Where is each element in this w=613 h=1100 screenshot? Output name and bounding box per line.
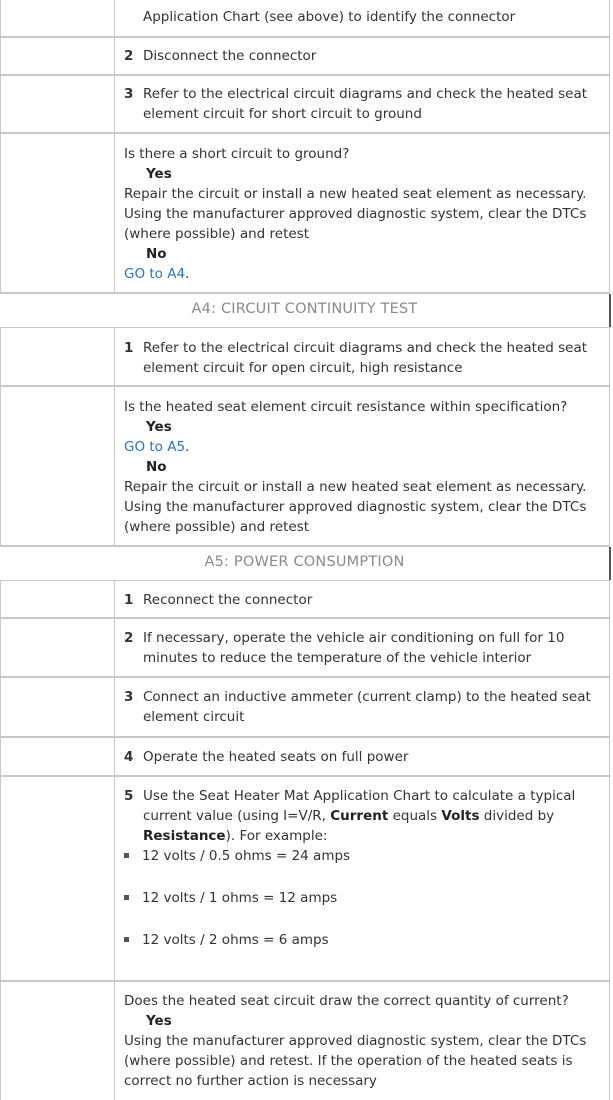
a5-step-3-row — [0, 678, 610, 738]
step-3 — [124, 687, 601, 727]
go-to-a5-link[interactable]: GO to A5 — [124, 439, 186, 455]
bullet-icon — [124, 895, 129, 900]
row-right-cell — [115, 387, 610, 545]
question-block — [124, 397, 605, 537]
step-text — [143, 788, 575, 844]
question-text: Does the heated seat circuit draw the correct quantity of current? — [124, 993, 569, 1009]
step-text-c: divided by — [479, 808, 555, 824]
step-2 — [124, 46, 601, 66]
step-text: If necessary, operate the vehicle air conditioning on full for 10 minutes to reduce the temperature of the vehicle interior — [143, 630, 565, 666]
row-right-cell — [115, 0, 610, 36]
section-heading-a4 — [0, 294, 611, 327]
row-right-cell — [115, 738, 610, 775]
a3-step-3-row — [0, 76, 610, 134]
question-block — [124, 991, 605, 1091]
yes-action — [124, 437, 605, 457]
a5-step-2-row — [0, 619, 610, 678]
example-item — [123, 930, 329, 950]
step-text-b: equals — [388, 808, 442, 824]
step-3 — [124, 84, 601, 124]
a3-step-continued-row — [0, 0, 610, 38]
go-to-a4-link[interactable]: GO to A4 — [124, 266, 186, 282]
no-label: No — [146, 459, 167, 475]
yes-action-2: Using the manufacturer approved diagnostic system, clear the DTCs (where possible) and retest — [124, 206, 587, 242]
step-1 — [124, 590, 601, 610]
a3-step-2-row — [0, 38, 610, 76]
step-text-a: Use the Seat Heater Mat Application Chart to calculate a typical current value (using I=V/R, — [143, 788, 576, 824]
step-number: 1 — [124, 592, 134, 608]
resistance-term: Resistance — [143, 828, 226, 844]
row-right-cell — [115, 777, 610, 980]
row-left-cell — [0, 387, 115, 545]
step-text: Connect an inductive ammeter (current clamp) to the heated seat element circuit — [143, 689, 591, 725]
step-number: 4 — [124, 749, 134, 765]
section-heading-a5 — [0, 547, 611, 580]
step-text: Operate the heated seats on full power — [143, 749, 409, 765]
yes-action: Using the manufacturer approved diagnostic system, clear the DTCs (where possible) and retest. If the operation of the heated seats is correct no further action is necessary — [124, 1033, 587, 1089]
current-term: Current — [330, 808, 389, 824]
row-right-cell — [115, 580, 610, 617]
example-text: 12 volts / 2 ohms = 6 amps — [142, 932, 329, 948]
step-text-d: ). For example: — [225, 828, 328, 844]
step-text: Reconnect the connector — [143, 592, 313, 608]
step-number: 3 — [124, 86, 134, 102]
row-right-cell — [115, 327, 610, 385]
row-left-cell — [0, 38, 115, 74]
question-text: Is the heated seat element circuit resistance within specification? — [124, 399, 568, 415]
yes-action-1: Repair the circuit or install a new heated seat element as necessary. — [124, 186, 587, 202]
a5-step-1-row — [0, 580, 610, 619]
row-left-cell — [0, 134, 115, 292]
row-left-cell — [0, 76, 115, 132]
step-5 — [124, 786, 601, 846]
row-left-cell — [0, 0, 115, 36]
bullet-icon — [124, 853, 129, 858]
example-item — [123, 846, 350, 866]
row-right-cell — [115, 678, 610, 736]
step-text: Refer to the electrical circuit diagrams and check the heated seat element circuit for open circuit, high resistance — [143, 340, 588, 376]
row-left-cell — [0, 738, 115, 775]
yes-label: Yes — [146, 166, 172, 182]
a5-step-5-row — [0, 777, 610, 982]
example-text: 12 volts / 1 ohms = 12 amps — [142, 890, 338, 906]
step-number: 2 — [124, 630, 134, 646]
step-number: 5 — [124, 788, 134, 804]
row-left-cell — [0, 580, 115, 617]
row-left-cell — [0, 982, 115, 1100]
yes-label: Yes — [146, 419, 172, 435]
row-left-cell — [0, 678, 115, 736]
heading-text: A4: CIRCUIT CONTINUITY TEST — [191, 301, 418, 317]
step-number: 1 — [124, 340, 134, 356]
heading-text: A5: POWER CONSUMPTION — [204, 554, 405, 570]
step-4 — [124, 747, 601, 767]
a3-question-row — [0, 134, 610, 294]
question-block — [124, 144, 605, 284]
a5-step-4-row — [0, 738, 610, 777]
row-right-cell — [115, 134, 610, 292]
a4-step-1-row — [0, 327, 610, 387]
link-suffix: . — [185, 266, 190, 282]
step-text: Refer to the electrical circuit diagrams and check the heated seat element circuit for short circuit to ground — [143, 86, 588, 122]
link-suffix: . — [185, 439, 190, 455]
no-action-1: Repair the circuit or install a new heated seat element as necessary. — [124, 479, 587, 495]
no-label: No — [146, 246, 167, 262]
yes-label: Yes — [146, 1013, 172, 1029]
step-2 — [124, 628, 601, 668]
no-action-2: Using the manufacturer approved diagnostic system, clear the DTCs (where possible) and retest — [124, 499, 587, 535]
volts-term: Volts — [441, 808, 480, 824]
row-right-cell — [115, 76, 610, 132]
a4-question-row — [0, 387, 610, 547]
question-text: Is there a short circuit to ground? — [124, 146, 350, 162]
step-number: 2 — [124, 48, 134, 64]
row-left-cell — [0, 619, 115, 676]
step-number: 3 — [124, 689, 134, 705]
step-text: Application Chart (see above) to identify the connector — [143, 9, 516, 25]
no-action — [124, 264, 605, 284]
example-item — [123, 888, 337, 908]
row-right-cell — [115, 619, 610, 676]
a5-question-row — [0, 982, 610, 1100]
step-1 — [124, 338, 601, 378]
example-text: 12 volts / 0.5 ohms = 24 amps — [142, 848, 351, 864]
step-continued-text — [124, 7, 601, 27]
row-left-cell — [0, 777, 115, 980]
row-right-cell — [115, 38, 610, 74]
bullet-icon — [124, 937, 129, 942]
step-text: Disconnect the connector — [143, 48, 317, 64]
row-left-cell — [0, 327, 115, 385]
row-right-cell — [115, 982, 610, 1100]
